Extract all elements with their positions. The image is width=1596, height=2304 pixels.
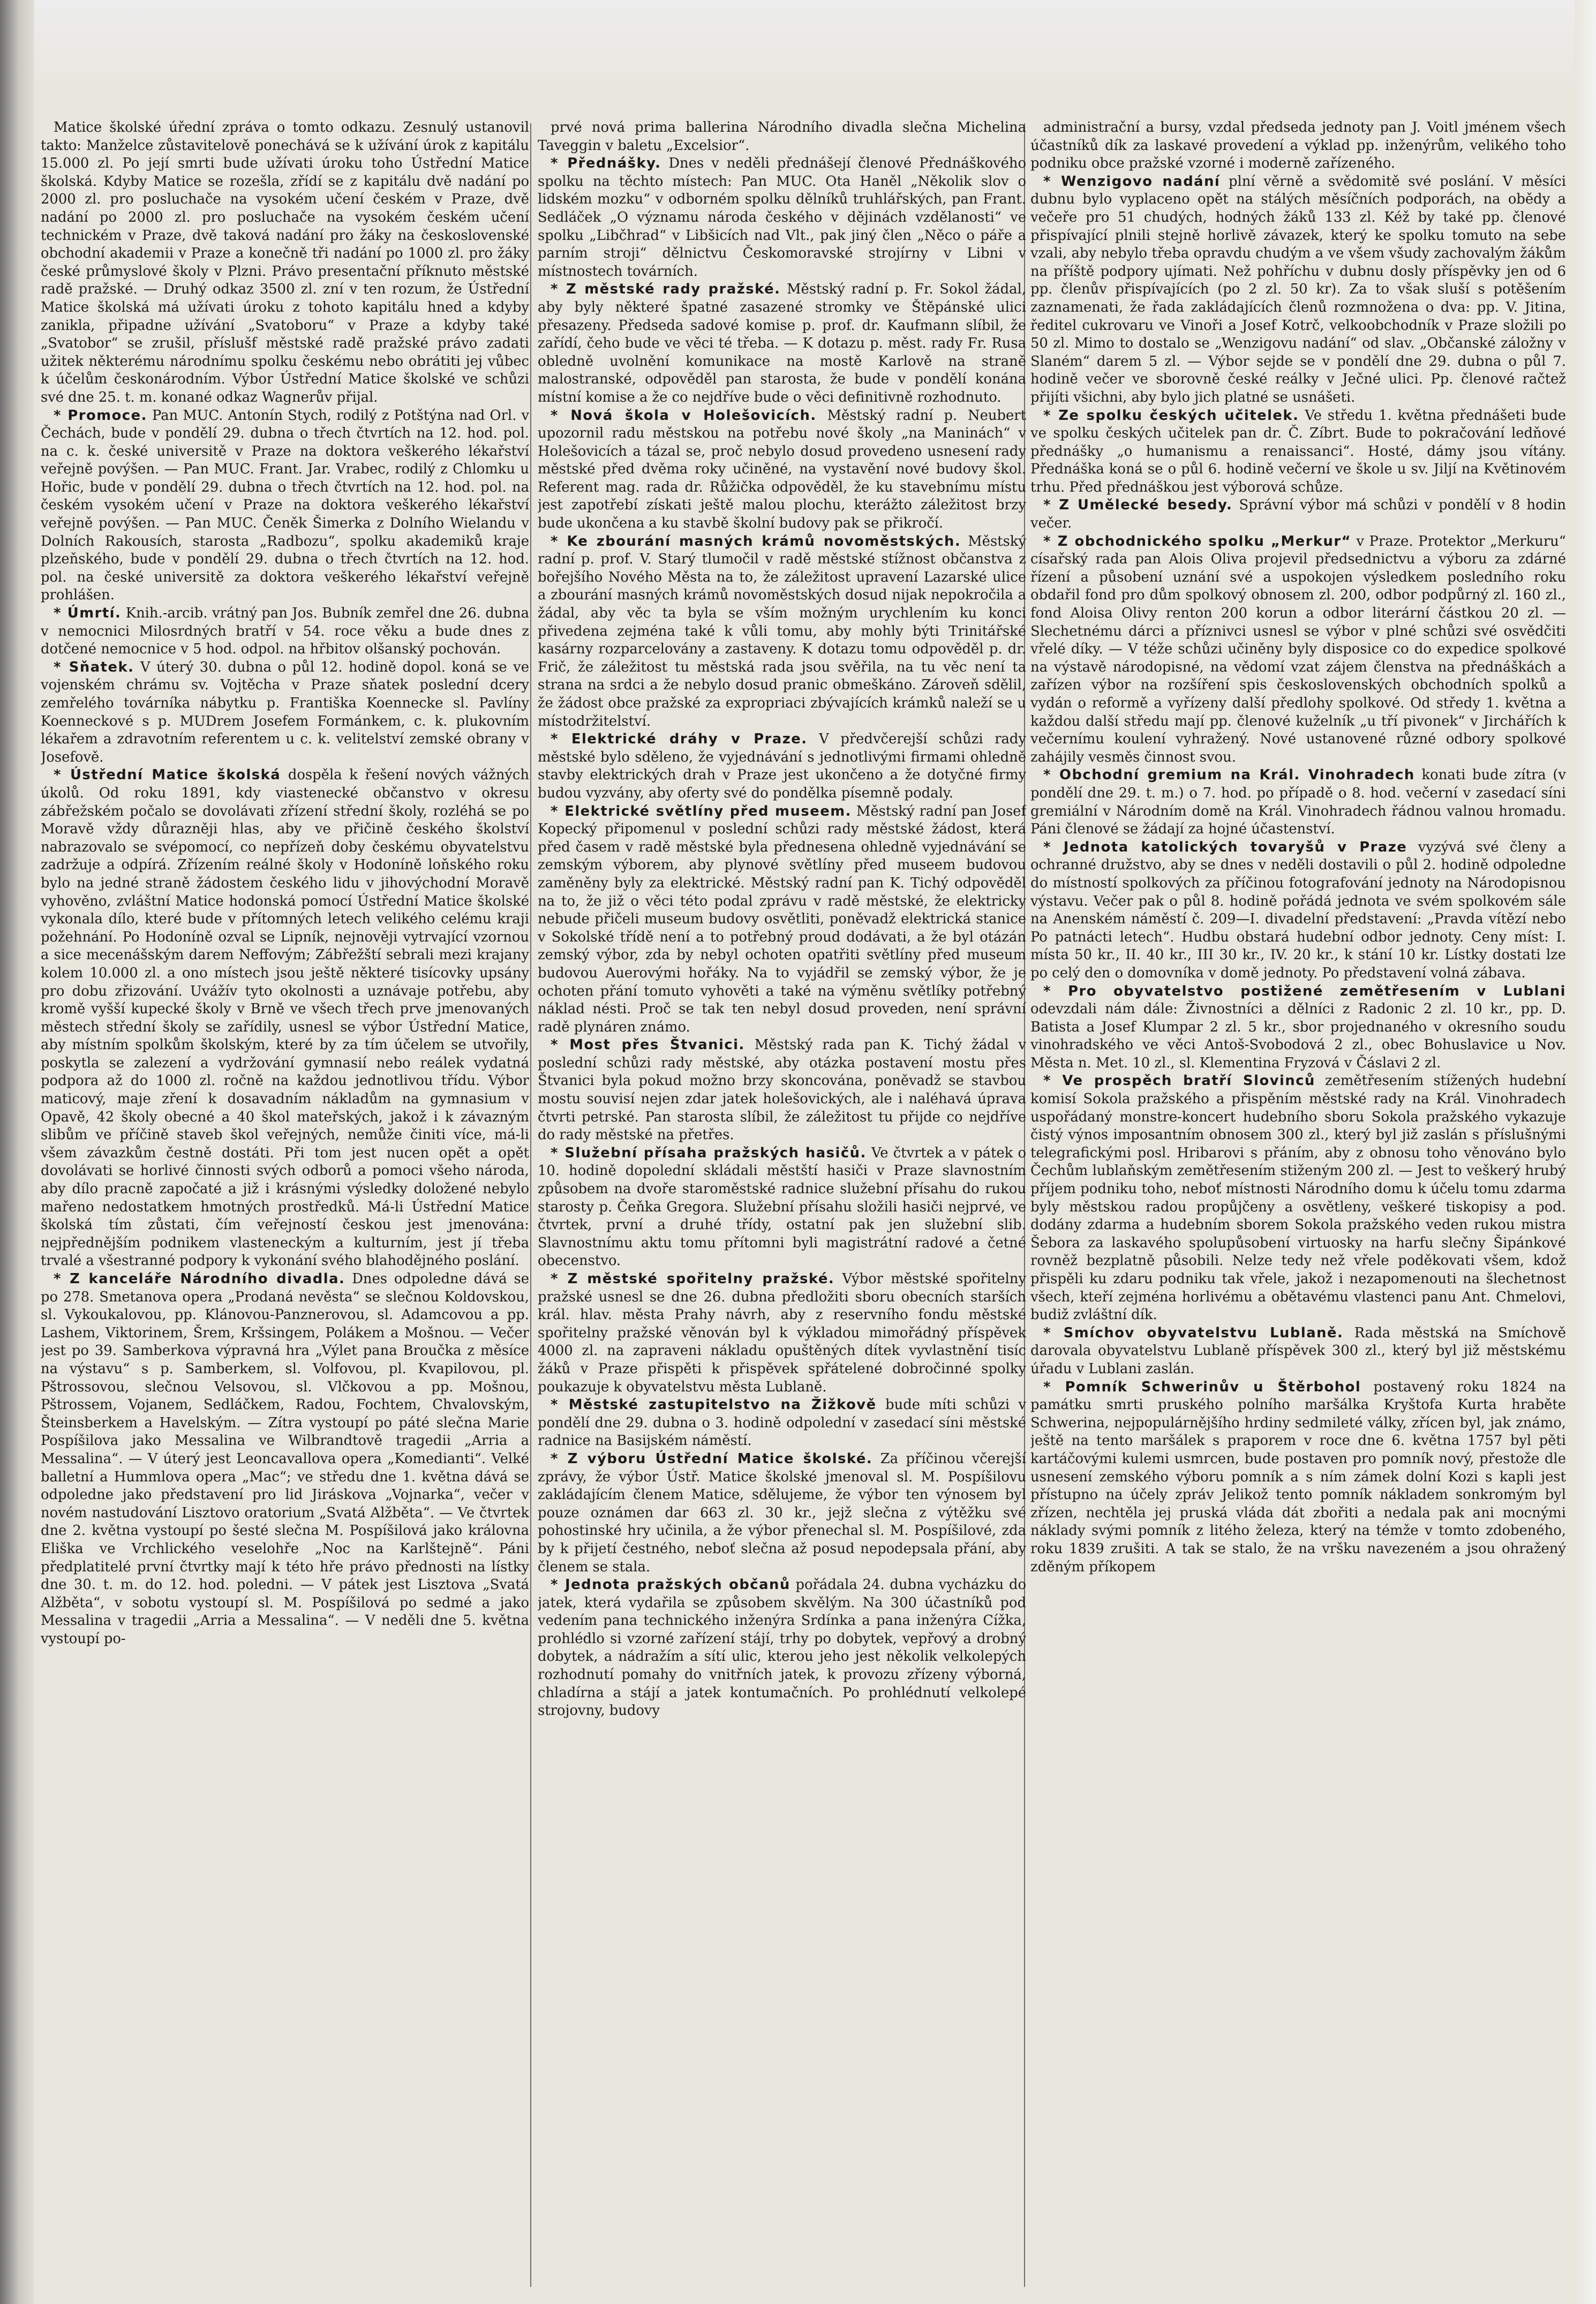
news-item	[538, 1145, 1026, 1270]
news-item	[41, 407, 529, 605]
news-item-text: Matice školské úřední zpráva o tomto odkazu. Zesnulý ustanovil takto: Manželce zůstavitelově ponechává se k užívání úrok z kapitálu 15.000 zl. Po její smrti bude užívati úroku toho Ústřední Matice školská. Kdyby Matice se rozešla, zřídí se z kapitálu dvě nadání po 2000 zl. pro posluchače na vysokém učení českém v Praze, dvě nadání po 2000 zl. pro posluchače na vysokém českém učení technickém v Praze, dvě taková nadání pro žáky na československé obchodní akademii v Praze a konečně tři nadání po 1000 zl. pro žáky české průmyslové školy v Plzni. Právo presentační příknuto městské radě pražské. — Druhý odkaz 3500 zl. zní v ten rozum, že Ústřední Matice školská má užívati úroku z tohoto kapitálu hned a kdyby zanikla, připadne užívání „Svatoboru“ v Praze a kdyby také „Svatobor“ se zrušil, příslušf městské radě pražské právo zadati užitek některému národnímu spolku českému nebo obrátiti jej vůbec k účelům českonárodním. Výbor Ústřední Matice školské ve schůzi své dne 25. t. m. konané odkaz Wagnerův přijal.	[41, 119, 529, 405]
news-item-heading: * Z kanceláře Národního divadla.	[54, 1271, 345, 1287]
news-item-heading: * Pomník Schwerinův u Štěrbohol	[1043, 1379, 1361, 1395]
news-item-text: prvé nová prima ballerina Národního divadla slečna Michelina Taveggin v baletu „Excelsior“.	[538, 119, 1026, 154]
news-item-heading: * Wenzigovo nadání	[1043, 173, 1221, 190]
news-item-heading: * Ústřední Matice školská	[54, 767, 281, 784]
binding-edge	[0, 0, 34, 2304]
news-item-text: V předvčerejší schůzi rady městské bylo sděleno, že vyjednávání s jednotlivými firmami ohledně stavby elektrických drah v Praze jest ukončeno a že dotyčné firmy budou vyzvány, aby oferty své do pondělka písemně podaly.	[538, 731, 1026, 801]
news-item-text: Ve středu 1. května přednášeti bude ve spolku českých učitelek pan dr. Č. Zíbrt. Bude to pokračování ledňové přednášky „o humanismu a renaissanci“. Hosté, dámy jsou vítány. Přednáška koná se o půl 6. hodině večerní ve škole u sv. Jiljí na Květinovém trhu. Před přednáškou jest výborová schůze.	[1030, 407, 1566, 495]
news-item-text: V úterý 30. dubna o půl 12. hodině dopol. koná se ve vojenském chrámu sv. Vojtěcha v Praze sňatek poslední dcery zemřelého továrníka nábytku p. Františka Koennecke sl. Pavlíny Koenneckové s p. MUDrem Josefem Formánkem, c. k. plukovním lékařem a zdravotním referentem u c. k. velitelství zemské obrany v Josefově.	[41, 659, 529, 765]
news-item-heading: * Ve prospěch bratří Slovinců	[1043, 1073, 1315, 1089]
news-item	[1030, 766, 1566, 838]
news-item	[41, 766, 529, 1270]
news-item	[538, 1270, 1026, 1396]
news-item	[538, 1576, 1026, 1720]
news-item-text: Městský radní p. prof. V. Starý tlumočil v radě městské stížnost občanstva z bořejšího Nového Města na to, že záležitost upravení Lazarské ulice a zbourání masných krámů novoměstských dosud nijak nepokročila a žádal, aby věc ta byla se vším možným urychlením ku konci přivedena zejména také k vůli tomu, aby mohly býti Trinitářské kasárny rozparcelovány a zastaveny. K dotazu tomu odpověděl p. dr. Frič, že záležitost tu městská rada jsou svěřila, na tu věc není ta strana na srdci a že nebylo dosud pranic obmeškáno. Zároveň sdělil, že žádost obce pražské za expropriaci zbývajících krámků naleží se u místodržitelství.	[538, 533, 1026, 729]
news-item-heading: * Z výboru Ústřední Matice školské.	[551, 1450, 873, 1467]
news-item-text: Dnes odpoledne dává se po 278. Smetanova opera „Prodaná nevěsta“ se slečnou Koldovskou, sl. Vykoukalovou, pp. Klánovou-Panznerovou, sl. Adamcovou a pp. Lashem, Viktorinem, Šrem, Kršsingem, Polákem a Mošnou. — Večer jest po 39. Samberkova výpravná hra „Výlet pana Broučka z měsíce na výstavu“ s p. Samberkem, sl. Volfovou, pl. Kvapilovou, pl. Pštrossovou, slečnou Velsovou, sl. Vlčkovou a pp. Mošnou, Pštrossem, Vojanem, Sedláčkem, Radou, Fochtem, Chvalovským, Šteinsberkem a Havelským. — Zítra vystoupí po páté slečna Marie Pospíšilova jako Messalina ve Wilbrandtově tragedii „Arria a Messalina“. — V úterý jest Leoncavallova opera „Komedianti“. Velké balletní a Hummlova opera „Mac“; ve středu dne 1. května dává se odpoledne jako představení pro lid Jiráskova „Vojnarka“, večer v novém nastudování Lisztovo oratorium „Svatá Alžběta“. — Ve čtvrtek dne 2. května vystoupí po šesté slečna M. Pospíšilová jako královna Eliška ve Vrchlického veselohře „Noc na Karlštejně“. Páni předplatitelé první čtvrtky mají k této hře právo přednosti na lístky dne 30. t. m. do 12. hod. poledni. — V pátek jest Lisztova „Svatá Alžběta“, v sobotu vystoupí sl. M. Pospíšilová po sedmé a jako Messalina v tragedii „Arria a Messalina“. — V neděli dne 5. května vystoupí po-	[41, 1271, 529, 1647]
news-item-heading: * Ke zbourání masných krámů novoměstských.	[551, 533, 961, 549]
news-item-text: konati bude zítra (v pondělí dne 29. t. m.) o 7. hod. po případě o 8. hod. večerní v zasedací síni gremiální v Národním domě na Král. Vinohradech řádnou valnou hromadu. Páni členové se žádají za hojné účastenství.	[1030, 767, 1566, 838]
news-item-text: Dnes v neděli přednášejí členové Přednáškového spolku na těchto místech: Pan MUC. Ota Haněl „Několik slov o lidském mozku“ v odborném spolku dělníků truhlářských, pan Frant. Sedláček „O významu národa českého v dějinách vzdělanosti“ ve spolku „Libčhrad“ v Libšicích nad Vlt., pak jiný člen „Něco o páře a parním stroji“ dělnictvu Českomoravské strojírny v Libni v místnostech továrních.	[538, 155, 1026, 280]
news-item-heading: * Jednota katolických tovaryšů v Praze	[1043, 839, 1407, 855]
news-item-text: vyzývá své členy a ochranné družstvo, aby se dnes v neděli dostavili o půl 2. hodině odpoledne do místností spolkových za příčinou fotografování jednoty na Národopisnou výstavu. Večer pak o půl 8. hodině pořádá jednota ve svém spolkovém sále na Anenském náměstí č. 209—I. divadelní představení: „Pravda vítězí nebo Po patnácti letech“. Hudbu obstará hudební odbor jednoty. Ceny míst: I. místa 50 kr., II. 40 kr., III 30 kr., IV. 20 kr., k stání 10 kr. Lístky dostati lze po celý den o domovníka v domě jednoty. Po představení volná zábava.	[1030, 839, 1566, 981]
paper-top-edge	[0, 0, 1596, 91]
column-3	[1030, 119, 1566, 2291]
news-item-text: Rada městská na Smíchově darovala obyvatelstvu Lublaně příspěvek 300 zl., který byl již městskému úřadu v Lublani zaslán.	[1030, 1324, 1566, 1377]
news-item-text: dospěla k řešení nových vážných úkolů. Od roku 1891, kdy viastenecké občanstvo v okresu zábřežském počalo se dovolávati zřízení střední školy, rozléhá se po Moravě vždy důrazněji hlas, aby ve přičině českého školství nabrazovalo se svépomocí, co nepřízeň doby českému obyvatelstvu zadržuje a odpírá. Zřízením reálné školy v Hodoníně loňského roku bylo na jedné straně žádostem českého lidu v jihovýchodní Moravě vyhověno, zvláštní Matice hodonská pomocí Ústřední Matice školské vykonala dílo, které bude v přítomných letech velikého celému kraji požehnání. Po Hodoníně ozval se Lipník, nejnověji vytrvající vzornou a sice mecenášským darem Neffovým; Zábřežští sebrali mezi krajany kolem 10.000 zl. a ono místech jsou ještě některé tisícovky upsány pro dobu zřizování. Uvážív tyto okolnosti a uznávaje potřebu, aby kromě vyšší kupecké školy v Brně ve všech třech prve jmenovaných městech střední školy se zařídily, usnesl se výbor Ústřední Matice, aby místním spolkům školským, které by za tím účelem se utvořily, poskytla se zalezení a vydržování gymnasií nebo reálek vydatná podpora až do 1000 zl. ročně na každou jednotlivou třídu. Výbor maticový, maje zření k dosavadním nákladům na gymnasium v Opavě, 42 školy obecné a 40 škol mateřských, jakož i k závazným slibům ve příčině staveb škol veřejných, nemůže činiti více, má-li všem závazkům čestně dostáti. Při tom jest nucen opět a opět dovolávati se horlivé činnosti svých odborů a pomoci všeho národa, aby dílo pracně započaté a již i krásnými výsledky doložené nebylo mařeno nedostatkem hmotných prostředků. Má-li Ústřední Matice školská tím zůstati, čím veřejností českou jest jmenována: nejpřednějším podnikem vlasteneckým a kulturním, jest jí třeba trvalé a všestranné podpory k vykonání svého blahodějného poslání.	[41, 767, 529, 1269]
news-item-heading: * Přednášky.	[551, 155, 661, 172]
news-item-heading: * Služební přísaha pražských hasičů.	[551, 1145, 867, 1161]
news-item	[538, 1450, 1026, 1576]
news-item-heading: * Z Umělecké besedy.	[1043, 497, 1233, 514]
news-item-text: pořádala 24. dubna vycházku do jatek, která vydařila se způsobem skvělým. Na 300 účastníků pod vedením pana technického inženýra Srdínka a pana inženýra Cížka, prohlédlo si vzorné zařízení stájí, trhy po dobytek, vepřový a drobný dobytek, a nádražím a sítí ulic, kterou jeho jest několik velkolepých rozhodnutí pomahy do vnitřních jatek, k provozu zřízeny výborná, chladírna a stájí a jatek kontumačních. Po prohlédnutí velkolepé strojovny, budovy	[538, 1577, 1026, 1719]
news-item-text: Městský radní pan Josef Kopecký připomenul v poslední schůzi rady městské žádost, která před časem v radě městské byla přednesena ohledně vyjednávání se zemským výborem, aby plynové světlíny před museem budovou zaměněny byly za elektrické. Městský radní pan K. Tichý odpověděl na to, že již o věci této podal zprávu v radě městské, že elektricky nebude přičeli museum budovy osvětliti, poněvadž elektrická stanice v Sokolské třídě není a to potřebný proud dodávati, a že byl otázán zemský výbor, zda by nebyl ochoten opatřiti světlíny před museum budovou Auerovými hořáky. Na to vyjádřil se zemský výbor, že je ochoten přání tomuto vyhověti a také na výměnu světlíky potřebný náklad nésti. Proč se tak ten nebyl dosud proveden, není správní radě plynáren známo.	[538, 803, 1026, 1035]
news-item	[1030, 983, 1566, 1073]
news-item	[1030, 173, 1566, 407]
news-item-text: Pan MUC. Antonín Stych, rodilý z Potštýna nad Orl. v Čechách, bude v pondělí 29. dubna o třech čtvrtích na 12. hod. pol. na c. k. české universitě v Praze na doktora veškerého lékařství veřejně povýšen. — Pan MUC. Frant. Jar. Vrabec, rodilý z Chlomku u Hořic, bude v pondělí 29. dubna o třech čtvrtích na 12. hod. pol. na českém vysokém učení v Praze na doktora veškerého lékařství veřejně povýšen. — Pan MUC. Čeněk Šimerka z Dolního Wielandu v Dolních Rakousích, starosta „Radbozu“, spolku akademiků kraje plzeňského, bude v pondělí 29. dubna o třech čtvrtích na 12. hod. pol. na české universitě za doktora veškerého lékařství veřejně prohlášen.	[41, 407, 529, 604]
news-item	[1030, 533, 1566, 767]
news-item	[41, 119, 529, 407]
news-item	[1030, 119, 1566, 173]
news-item-text: Správní výbor má schůzi v pondělí v 8 hodin večer.	[1030, 497, 1566, 532]
news-item	[538, 533, 1026, 731]
news-item	[1030, 1072, 1566, 1324]
news-item-text: odevzdali nám dále: Živnostníci a dělníci z Radonic 2 zl. 10 kr., pp. D. Batista a Josef Klumpar 2 zl. 5 kr., sbor projednaného v okresního soudu vinohradského ve věci Antoš-Svobodová 2 zl., obec Bohuslavice u Nov. Města n. Met. 10 zl., sl. Klementina Fryzová v Čáslavi 2 zl.	[1030, 1001, 1566, 1071]
news-item-text: Knih.-arcib. vrátný pan Jos. Bubník zemřel dne 26. dubna v nemocnici Milosrdných bratří v 54. roce věku a bude dnes z dotčené nemocnice v 5 hod. odpol. na hřbitov olšanský pochován.	[41, 605, 529, 658]
column-rule	[530, 123, 531, 2287]
news-item-heading: * Z městské rady pražské.	[551, 281, 781, 298]
news-item-heading: * Most přes Štvanici.	[551, 1037, 745, 1053]
news-item-text: Městský rada pan K. Tichý žádal v poslední schůzi rady městské, aby otázka postavení mostu přes Štvanici byla pokud možno brzy skoncována, poněvadž se stavbou mostu souvisí nejen zdar jatek holešovických, ale i naléhavá úprava čtvrti petrské. Pan starosta slíbil, že záležitost tu přijde co nejdříve do rady městské na přetřes.	[538, 1037, 1026, 1143]
news-item	[538, 1036, 1026, 1145]
news-item-heading: * Promoce.	[54, 407, 147, 424]
news-item	[1030, 839, 1566, 983]
news-item-heading: * Úmrtí.	[54, 605, 122, 622]
news-item	[538, 281, 1026, 406]
news-item	[538, 803, 1026, 1037]
news-item	[538, 119, 1026, 155]
news-item-text: Za příčinou včerejší zprávy, že výbor Ústř. Matice školské jmenoval sl. M. Pospíšilovu zakládajícím členem Matice, sdělujeme, že výbor ten výnosem byl pouze oznámen dar 663 zl. 30 kr., jejž slečna z výtěžku své pohostinské hry učinila, a že výbor přenechal sl. M. Pospíšilové, zda by k přijetí čestného, neboť slečna až posud nepodepsala přání, aby členem se stala.	[538, 1450, 1026, 1575]
news-item	[538, 155, 1026, 281]
news-item-heading: * Smíchov obyvatelstvu Lublaně.	[1043, 1324, 1344, 1341]
news-item-text: Městský radní p. Fr. Sokol žádal, aby byly některé špatné zasazené stromky ve Štěpánské ulici přesazeny. Předseda sadové komise p. prof. dr. Kaufmann slíbil, že zařídí, čeho bude ve věci té třeba. — K dotazu p. měst. rady Fr. Rusa obledně uvolnění komunikace na mostě Karlově na straně malostranské, odpověděl pan starosta, že bude v pondělí konána místní komise a že co nejdříve bude o věci definitivně rozhodnuto.	[538, 281, 1026, 405]
news-item	[41, 659, 529, 767]
news-item-heading: * Z obchodnického spolku „Merkur“	[1043, 533, 1352, 549]
news-item	[538, 731, 1026, 802]
news-item-heading: * Jednota pražských občanů	[551, 1577, 791, 1593]
news-item-text: bude míti schůzi v pondělí dne 29. dubna o 3. hodině odpolední v zasedací síni městské radnice na Basijském náměstí.	[538, 1397, 1026, 1449]
column-1	[41, 119, 529, 2291]
news-item-text: zemětřesením stížených hudební komisí Sokola pražského a přispěním městské rady na Král. Vinohradech uspořádaný monstre-koncert hudebního sboru Sokola pražského vykazuje čistý výnos imposantním obnosem 300 zl., který byl již zaslán s příslušnými telegrafickými posl. Hribarovi s přáním, aby z obnosu toho věnováno bylo Čechům lublaňským zemětřesením stiženým 200 zl. — Jest to veškerý hrubý příjem podniku toho, neboť místnosti Národního domu k účelu tomu zdarma byly městskou radou propůjčeny a osvětleny, veškeré tiskopisy a pod. dodány zdarma a hudebním sborem Sokola pražského veden rukou mistra Šebora za laskavého spolupůsobení virtuosky na harfu slečny Šipánkové rovněž bezplatně působili. Nelze tedy než vřele poděkovati všem, kdož přispěli ku zdaru podniku tak vřele, jakož i nezapomenouti na šlechetnost všech, kteří zejména horlivému a obětavému vlastenci panu Ant. Chmelovi, budiž zvláštní dík.	[1030, 1073, 1566, 1323]
news-item	[538, 1396, 1026, 1450]
news-item-text: postavený roku 1824 na památku smrti pruského polního maršálka Kryštofa Kurta hraběte Schwerina, nejpopulárnějšího hrdiny sedmileté války, zřícen byl, jak známo, ještě na tento maršálek s praporem v roce dne 6. května 1757 byl pěti kartáčovými kulemi usmrcen, bude postaven pro pomník nový, přestože dle usnesení zemského výboru pomník a s ním zámek dolní Kozi s kapli jest přístupno na účely zpráv Jelikož tento pomník nákladem sonkromým byl zřízen, nechtěla jej pruská vláda dát zbořiti a nedala pak ani mocnými náklady svými pomník z litého železa, který na témže v tomto zdobeného, roku 1839 zrušiti. A tak se stalo, že na vršku navezeném a jsou ohražený zděným příkopem	[1030, 1379, 1566, 1575]
news-item-heading: * Obchodní gremium na Král. Vinohradech	[1043, 767, 1415, 784]
news-item-text: administrační a bursy, vzdal předseda jednoty pan J. Voitl jménem všech účastníků dík za laskavé provedení a výklad pp. inženýrům, velikého toho podniku obce pražské vzorné i moderně zařízeného.	[1030, 119, 1566, 172]
news-item-heading: * Pro obyvatelstvo postižené zemětřesením v Lublani	[1043, 983, 1566, 999]
news-item	[1030, 1379, 1566, 1577]
news-item-text: Ve čtvrtek a v pátek o 10. hodině dopolední skládali městští hasiči v Praze slavnostním způsobem na dvoře staroměstské radnice služební přísahu do rukou starosty p. Čeňka Gregora. Služební přísahu složili hasiči nejprvé, ve čtvrtek, první a druhé třídy, ostatní pak jen služební slib. Slavnostnímu aktu tomu přítomni byli magistrátní radové a četné obecenstvo.	[538, 1145, 1026, 1269]
news-item-text: plní věrně a svědomitě své poslání. V měsíci dubnu bylo vyplaceno opět na stálých měsíčních podporách, na obědy a večeře pro 51 chudých, hodných žáků 133 zl. Kéž by také pp. členové přispívající plnili stejně horlivě závazek, který ke spolku tomuto na sebe vzali, aby nebylo třeba opravdu chudým a ve všem všudy zachovalým žákům na příště podpory ujímati. Než pohříchu v dubnu dosly příspěvky jen od 6 pp. členův přispívajících (po 2 zl. 50 kr). Za to však sluší s potěšením zaznamenati, že řada zakládajících členů rozmnožena o dva: pp. V. Jitina, ředitel cukrovaru ve Vinoři a Josef Kotrč, velkoobchodník v Praze složili po 50 zl. Mimo to dostalo se „Wenzigovu nadání“ od slav. „Občanské záložny v Slaném“ darem 5 zl. — Výbor sejde se v pondělí dne 29. dubna o půl 7. hodině večer ve sborovně české reálky v Ječné ulici. Pp. členové račtež přijíti všichni, aby bylo jich platné se usnášeti.	[1030, 173, 1566, 405]
news-item-heading: * Elektrické dráhy v Praze.	[551, 731, 808, 748]
news-item-heading: * Nová škola v Holešovicích.	[551, 407, 817, 424]
news-item-heading: * Elektrické světlíny před museem.	[551, 803, 852, 819]
news-item-heading: * Městské zastupitelstvo na Žižkově	[551, 1397, 877, 1413]
news-item	[1030, 496, 1566, 532]
news-item	[538, 407, 1026, 533]
news-item	[1030, 407, 1566, 497]
news-item-text: v Praze. Protektor „Merkuru“ císařský rada pan Alois Oliva projevil předsednictvu a výboru za zdárné řízení a působení uznání své a uspokojen výsledkem posledního roku obdařil fond pro dům spolkový obnosem zl. 200, odbor podpůrný zl. 160 zl., fond Aloisa Olivy renton 200 korun a odbor literární částkou 20 zl. — Slechetnému dárci a příznivci usnesl se výbor v plné schůzi své osvědčiti vřelé díky. — V téže schůzi učiněny byly disposice co do expedice spolkové na výstavě národopisné, na vědomí vzat zájem členstva na přednáškách a zařízen výbor na rozšíření spis československých obchodních spolků a vydán o reformě a vyřízeny další předlohy spolkové. Od středy 1. května a každou další středu mají pp. členové kuželník „u tří pivonek“ v Jirchářích k večernímu koulení vyhražený. Nové ustanovené různé odbory spolkové zahájily vesměs činnost svou.	[1030, 533, 1566, 765]
paper-right-edge	[1575, 0, 1596, 2304]
column-2	[538, 119, 1026, 2291]
news-item	[41, 605, 529, 659]
news-item	[41, 1270, 529, 1648]
news-item-text: Výbor městské spořitelny pražské usnesl se dne 26. dubna předložiti sboru obecních starších král. hlav. města Prahy návrh, aby z reservního fondu městské spořitelny pražské věnován byl k výkladou mimořádný příspěvek 4000 zl. na zapraveni nákladu opuštěných dítek vyvlastnění tisíc žáků v Praze přispěti k přispěvek spřátelené dobročinné spolky poukazuje k obyvatelstvu města Lublaně.	[538, 1271, 1026, 1395]
news-item-text: Městský radní p. Neubert upozornil radu městskou na potřebu nové školy „na Maninách“ v Holešovicích a tázal se, proč nebylo dosud provedeno usnesení rady městské před dvěma roky učiněné, na vystavění nové budovy škol. Referent mag. rada dr. Růžička odpověděl, že ku stavebnímu místu jest zapotřebí získati ještě malou plochu, kterážto záležitost brzy bude ukončena a ku stavbě školní budovy pak se přikročí.	[538, 407, 1026, 532]
news-item-heading: * Z městské spořitelny pražské.	[551, 1271, 835, 1287]
news-item-heading: * Ze spolku českých učitelek.	[1043, 407, 1299, 424]
news-item-heading: * Sňatek.	[54, 659, 134, 675]
news-item	[1030, 1324, 1566, 1379]
